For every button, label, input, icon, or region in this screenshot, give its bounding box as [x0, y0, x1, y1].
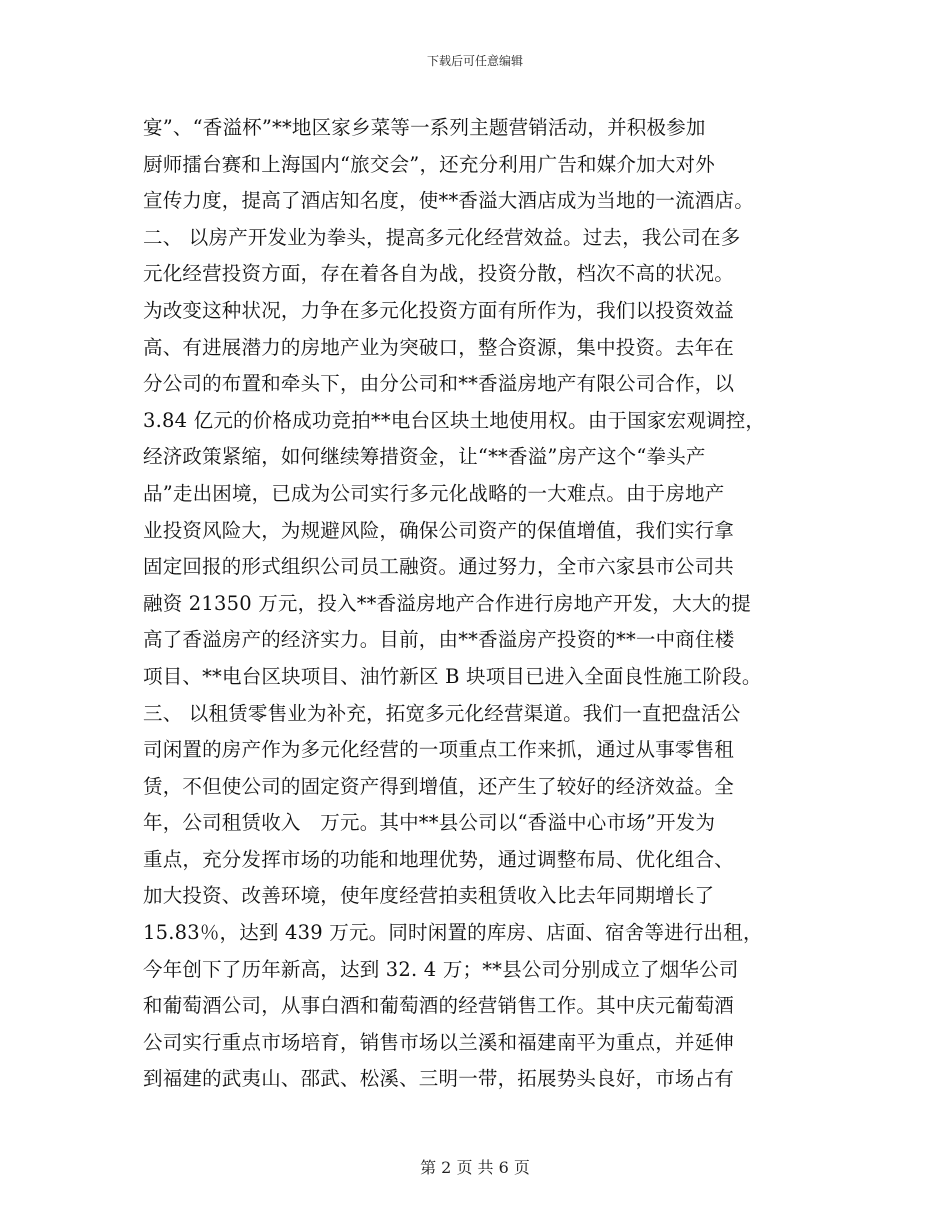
text-line: 赁，不但使公司的固定资产得到增值，还产生了较好的经济效益。全: [143, 774, 735, 798]
document-body: [143, 110, 813, 1098]
text-line: 公司实行重点市场培育，销售市场以兰溪和福建南平为重点，并延伸: [143, 1030, 735, 1054]
text-line: 宣传力度，提高了酒店知名度，使**香溢大酒店成为当地的一流酒店。: [143, 189, 754, 213]
page-header: 下载后可任意编辑: [426, 54, 523, 68]
text-line: 司闲置的房产作为多元化经营的一项重点工作来抓，通过从事零售租: [143, 738, 735, 762]
text-line: 厨师擂台赛和上海国内“旅交会”，还充分利用广告和媒介加大对外: [143, 152, 715, 176]
text-line: 重点，充分发挥市场的功能和地理优势，通过调整布局、优化组合、: [143, 847, 735, 871]
text-line: 经济政策紧缩，如何继续筹措资金，让“**香溢”房产这个“拳头产: [143, 445, 706, 469]
text-line: 项目、**电台区块项目、油竹新区 B 块项目已进入全面良性施工阶段。: [143, 664, 762, 688]
text-line: 融资 21350 万元，投入**香溢房地产合作进行房地产开发，大大的提: [143, 591, 751, 615]
text-line: 宴”、“香溢杯”**地区家乡菜等一系列主题营销活动，并积极参加: [143, 116, 706, 139]
text-line: 品”走出困境，已成为公司实行多元化战略的一大难点。由于房地产: [143, 481, 725, 505]
text-line: 为改变这种状况，力争在多元化投资方面有所作为，我们以投资效益: [143, 298, 735, 322]
text-line: 15.83％，达到 439 万元。同时闲置的库房、店面、宿舍等进行出租，: [143, 921, 763, 945]
page-number: 第 2 页 共 6 页: [420, 1158, 530, 1177]
text-line: 高了香溢房产的经济实力。目前，由**香溢房产投资的**一中商住楼: [143, 628, 735, 652]
text-line: 和葡萄酒公司，从事白酒和葡萄酒的经营销售工作。其中庆元葡萄酒: [143, 994, 735, 1018]
text-line: 二、 以房产开发业为拳头，提高多元化经营效益。过去，我公司在多: [143, 225, 741, 249]
text-line: 元化经营投资方面，存在着各自为战，投资分散，档次不高的状况。: [143, 262, 735, 286]
text-line: 业投资风险大，为规避风险，确保公司资产的保值增值，我们实行拿: [143, 518, 735, 542]
text-line: 分公司的布置和牵头下，由分公司和**香溢房地产有限公司合作，以: [143, 372, 735, 396]
text-line: 今年创下了历年新高，达到 32. 4 万；**县公司分别成立了烟华公司: [143, 957, 739, 981]
text-line: 到福建的武夷山、邵武、松溪、三明一带，拓展势头良好，市场占有: [143, 1067, 735, 1091]
text-line: 年，公司租赁收入 万元。其中**县公司以“香溢中心市场”开发为: [143, 811, 716, 835]
text-line: 固定回报的形式组织公司员工融资。通过努力，全市六家县市公司共: [143, 555, 735, 579]
text-line: 高、有进展潜力的房地产业为突破口，整合资源，集中投资。去年在: [143, 335, 735, 359]
text-line: 三、 以租赁零售业为补充，拓宽多元化经营渠道。我们一直把盘活公: [143, 701, 741, 725]
text-line: 3.84 亿元的价格成功竞拍**电台区块土地使用权。由于国家宏观调控，: [143, 408, 766, 432]
text-line: 加大投资、改善环境，使年度经营拍卖租赁收入比去年同期增长了: [143, 884, 715, 908]
